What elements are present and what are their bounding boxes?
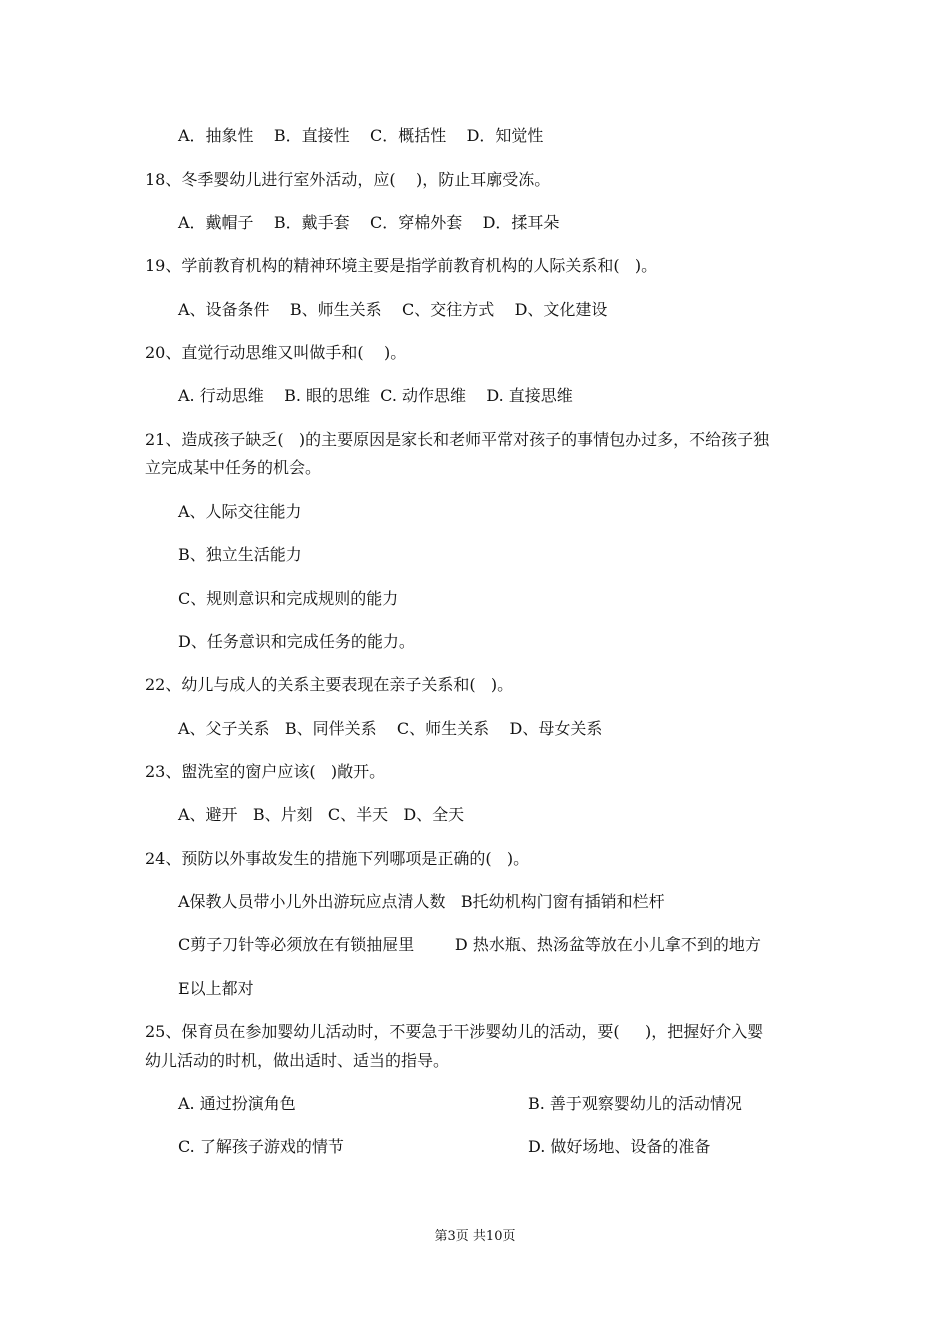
q25-stem-line2: 幼儿活动的时机，做出适时、适当的指导。	[145, 1051, 450, 1070]
q19-options: A、设备条件 B、师生关系 C、交往方式 D、文化建设	[178, 300, 608, 319]
q22-options: A、父子关系 B、同伴关系 C、师生关系 D、母女关系	[178, 719, 603, 738]
q21-option-b: B、独立生活能力	[178, 545, 302, 564]
q22-stem: 22、幼儿与成人的关系主要表现在亲子关系和( )。	[145, 675, 514, 694]
q24-options-ab: A保教人员带小儿外出游玩应点清人数 B托幼机构门窗有插销和栏杆	[178, 892, 665, 911]
q23-stem: 23、盥洗室的窗户应该( )敞开。	[145, 762, 386, 781]
q21-stem-line1: 21、造成孩子缺乏( )的主要原因是家长和老师平常对孩子的事情包办过多，不给孩子独	[145, 430, 770, 449]
q25-stem-line1: 25、保育员在参加婴幼儿活动时，不要急于干涉婴幼儿的活动，要( )，把握好介入婴	[145, 1022, 764, 1041]
q18-stem: 18、冬季婴幼儿进行室外活动，应( )，防止耳廓受冻。	[145, 170, 551, 189]
q17-options: A．抽象性 B．直接性 C．概括性 D．知觉性	[178, 126, 544, 145]
q25-option-a: A. 通过扮演角色	[178, 1094, 296, 1113]
q21-option-a: A、人际交往能力	[178, 502, 302, 521]
q20-options: A. 行动思维 B. 眼的思维 C. 动作思维 D. 直接思维	[178, 386, 573, 405]
q21-option-c: C、规则意识和完成规则的能力	[178, 589, 399, 608]
q25-option-d: D. 做好场地、设备的准备	[528, 1137, 711, 1156]
q20-stem: 20、直觉行动思维又叫做手和( )。	[145, 343, 407, 362]
q21-option-d: D、任务意识和完成任务的能力。	[178, 632, 415, 651]
q25-option-b: B. 善于观察婴幼儿的活动情况	[528, 1094, 742, 1113]
q23-options: A、避开 B、片刻 C、半天 D、全天	[178, 805, 465, 824]
q24-stem: 24、预防以外事故发生的措施下列哪项是正确的( )。	[145, 849, 530, 868]
q18-options: A．戴帽子 B．戴手套 C．穿棉外套 D．揉耳朵	[178, 213, 560, 232]
q21-stem-line2: 立完成某中任务的机会。	[145, 458, 322, 477]
q19-stem: 19、学前教育机构的精神环境主要是指学前教育机构的人际关系和( )。	[145, 256, 658, 275]
q24-options-cd: C剪子刀针等必须放在有锁抽屉里 D 热水瓶、热汤盆等放在小儿拿不到的地方	[178, 935, 761, 954]
q25-option-c: C. 了解孩子游戏的情节	[178, 1137, 344, 1156]
page-footer: 第3页 共10页	[434, 1229, 516, 1244]
q24-option-e: E以上都对	[178, 979, 254, 998]
